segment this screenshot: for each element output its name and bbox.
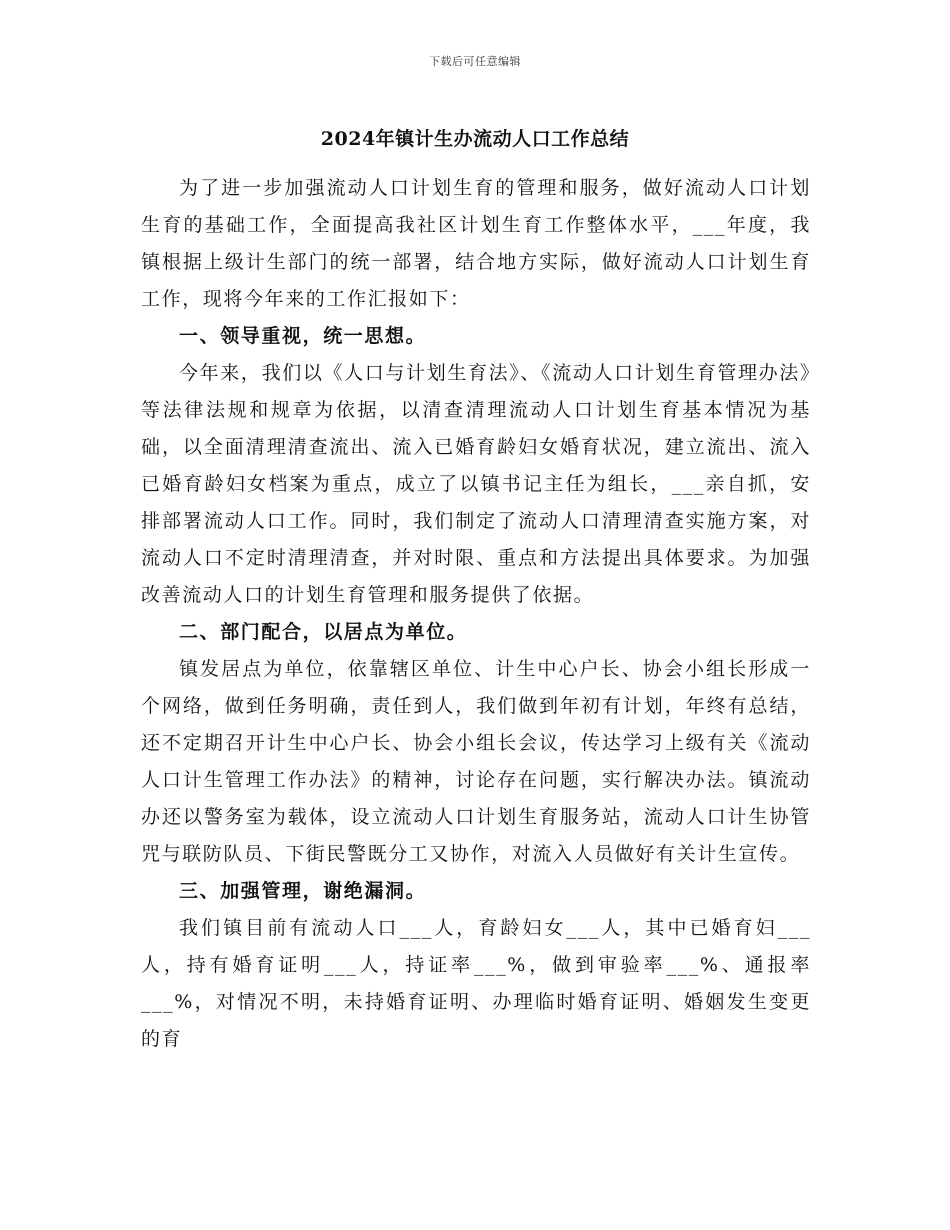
section-heading-3: 三、加强管理，谢绝漏洞。 [179, 880, 427, 902]
section-2-paragraph: 镇发居点为单位，依靠辖区单位、计生中心户长、协会小组长形成一个网络，做到任务明确，责任到人，我们做到年初有计划，年终有总结，还不定期召开计生中心户长、协会小组长会议，传达学习上级有关《流动人口计生管理工作办法》的精神，讨论存在问题，实行解决办法。镇流动办还以警务室为载体，设立流动人口计划生育服务站，流动人口计生协管咒与联防队员、下街民警既分工又协作，对流入人员做好有关计生宣传。 [141, 658, 811, 865]
section-heading-2: 二、部门配合，以居点为单位。 [179, 621, 468, 643]
section-3-paragraph: 我们镇目前有流动人口___人，育龄妇女___人，其中已婚育妇___人，持有婚育证明___人，持证率___%，做到审验率___%、通报率___%，对情况不明，未持婚育证明、办理临时婚育证明、婚姻发生变更的育 [141, 917, 811, 1050]
intro-paragraph: 为了进一步加强流动人口计划生育的管理和服务，做好流动人口计划生育的基础工作，全面提高我社区计划生育工作整体水平，___年度，我镇根据上级计生部门的统一部署，结合地方实际，做好流动人口计划生育工作，现将今年来的工作汇报如下： [141, 177, 811, 310]
document-title: 2024年镇计生办流动人口工作总结 [320, 128, 630, 150]
section-heading-1: 一、领导重视，统一思想。 [179, 325, 427, 347]
header-note: 下载后可任意编辑 [429, 55, 521, 68]
document-body [141, 170, 811, 1058]
section-1-paragraph: 今年来，我们以《人口与计划生育法》、《流动人口计划生育管理办法》等法律法规和规章为依据，以清查清理流动人口计划生育基本情况为基础，以全面清理清查流出、流入已婚育龄妇女婚育状况，建立流出、流入已婚育龄妇女档案为重点，成立了以镇书记主任为组长，___亲自抓，安排部署流动人口工作。同时，我们制定了流动人口清理清查实施方案，对流动人口不定时清理清查，并对时限、重点和方法提出具体要求。为加强改善流动人口的计划生育管理和服务提供了依据。 [141, 362, 811, 606]
